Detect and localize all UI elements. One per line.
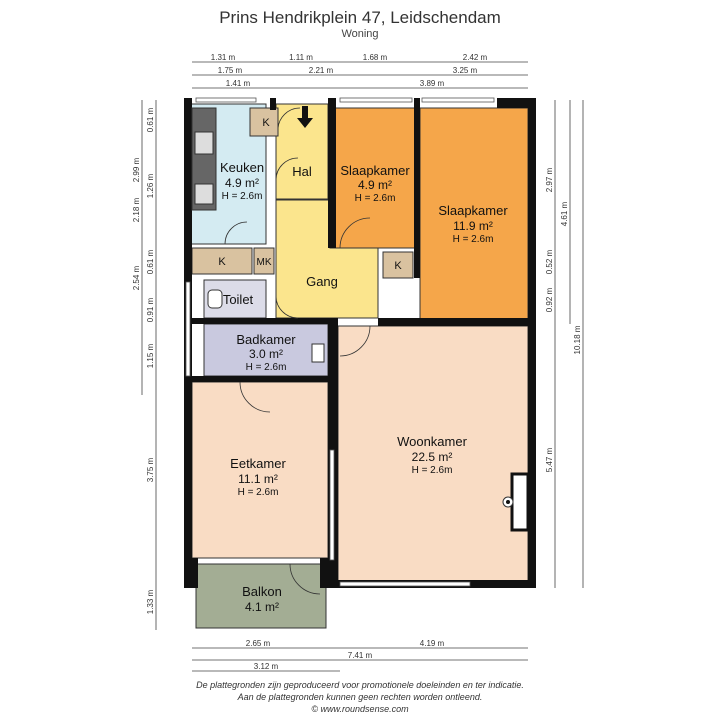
eetkamer-height: H = 2.6m — [237, 487, 279, 498]
page-title: Prins Hendrikplein 47, Leidschendam — [219, 8, 501, 27]
dim-left-2: 1.26 m — [146, 173, 155, 199]
dim-top-7: 3.25 m — [452, 66, 478, 75]
badkamer-name: Badkamer — [236, 332, 296, 347]
keuken-name: Keuken — [219, 160, 265, 175]
woonkamer-height: H = 2.6m — [411, 465, 453, 476]
page-subtitle: Woning — [341, 28, 379, 40]
slaapkamer-large-area: 11.9 m² — [453, 219, 493, 233]
dim-right-6: 10.18 m — [573, 325, 582, 355]
closet-right-label: K — [394, 260, 402, 272]
dim-top-2: 1.11 m — [289, 53, 313, 62]
dim-left-7: 1.33 m — [146, 589, 155, 615]
balkon-name: Balkon — [242, 584, 282, 599]
dim-left-8: 2.99 m — [132, 157, 141, 183]
dim-top-8: 1.41 m — [225, 79, 251, 88]
closet-kitchen-label: K — [262, 117, 270, 129]
slaapkamer-small-name: Slaapkamer — [340, 163, 410, 178]
gang-name: Gang — [306, 274, 338, 289]
dim-top-3: 1.68 m — [362, 53, 388, 62]
dim-right-3: 0.92 m — [545, 287, 554, 313]
dim-right-2: 0.52 m — [545, 249, 554, 275]
badkamer-height: H = 2.6m — [245, 362, 287, 373]
dim-top-5: 1.75 m — [217, 66, 243, 75]
slaapkamer-large-name: Slaapkamer — [438, 203, 508, 218]
footer-copyright: © www.roundsense.com — [311, 704, 409, 714]
closet-meter-label: MK — [256, 257, 272, 268]
footer-disclaimer-1: De plattegronden zijn geproduceerd voor promotionele doeleinden en ter indicatie. — [196, 680, 524, 690]
dim-bottom-2: 4.19 m — [419, 639, 445, 648]
bath-sink — [312, 344, 324, 362]
hal-name: Hal — [292, 164, 312, 179]
dim-bottom-4: 3.12 m — [253, 662, 279, 671]
dim-right-4: 5.47 m — [545, 447, 554, 473]
slaapkamer-small-height: H = 2.6m — [354, 193, 396, 204]
dim-left-1: 0.61 m — [146, 107, 155, 133]
dim-right-1: 2.97 m — [545, 167, 554, 193]
footer-disclaimer-2: Aan de plattegronden kunnen geen rechten worden ontleend. — [237, 692, 483, 702]
dim-bottom-3: 7.41 m — [347, 651, 373, 660]
dim-right-5: 4.61 m — [560, 201, 569, 227]
balkon-area: 4.1 m² — [244, 600, 280, 614]
slaapkamer-small-area: 4.9 m² — [357, 178, 393, 192]
toilet-name: Toilet — [222, 292, 254, 307]
toilet-fixture — [208, 290, 222, 308]
eetkamer-area: 11.1 m² — [238, 472, 278, 486]
dim-left-4: 0.91 m — [146, 297, 155, 323]
keuken-area: 4.9 m² — [224, 176, 260, 190]
dim-left-6: 3.75 m — [146, 457, 155, 483]
dim-bottom-1: 2.65 m — [245, 639, 271, 648]
dim-top-6: 2.21 m — [308, 66, 334, 75]
woonkamer-name: Woonkamer — [397, 434, 467, 449]
dim-left-10: 2.54 m — [132, 265, 141, 291]
dim-left-5: 1.15 m — [146, 343, 155, 369]
closet-left-label: K — [218, 256, 226, 268]
badkamer-area: 3.0 m² — [248, 347, 284, 361]
keuken-height: H = 2.6m — [221, 191, 263, 202]
slaapkamer-large-height: H = 2.6m — [452, 234, 494, 245]
eetkamer-name: Eetkamer — [230, 456, 286, 471]
dim-left-9: 2.18 m — [132, 197, 141, 223]
dim-top-4: 2.42 m — [462, 53, 488, 62]
dim-left-3: 0.61 m — [146, 249, 155, 275]
dim-top-9: 3.89 m — [419, 79, 445, 88]
dim-top-1: 1.31 m — [210, 53, 236, 62]
woonkamer-area: 22.5 m² — [411, 450, 453, 464]
kitchen-counter — [192, 108, 216, 210]
